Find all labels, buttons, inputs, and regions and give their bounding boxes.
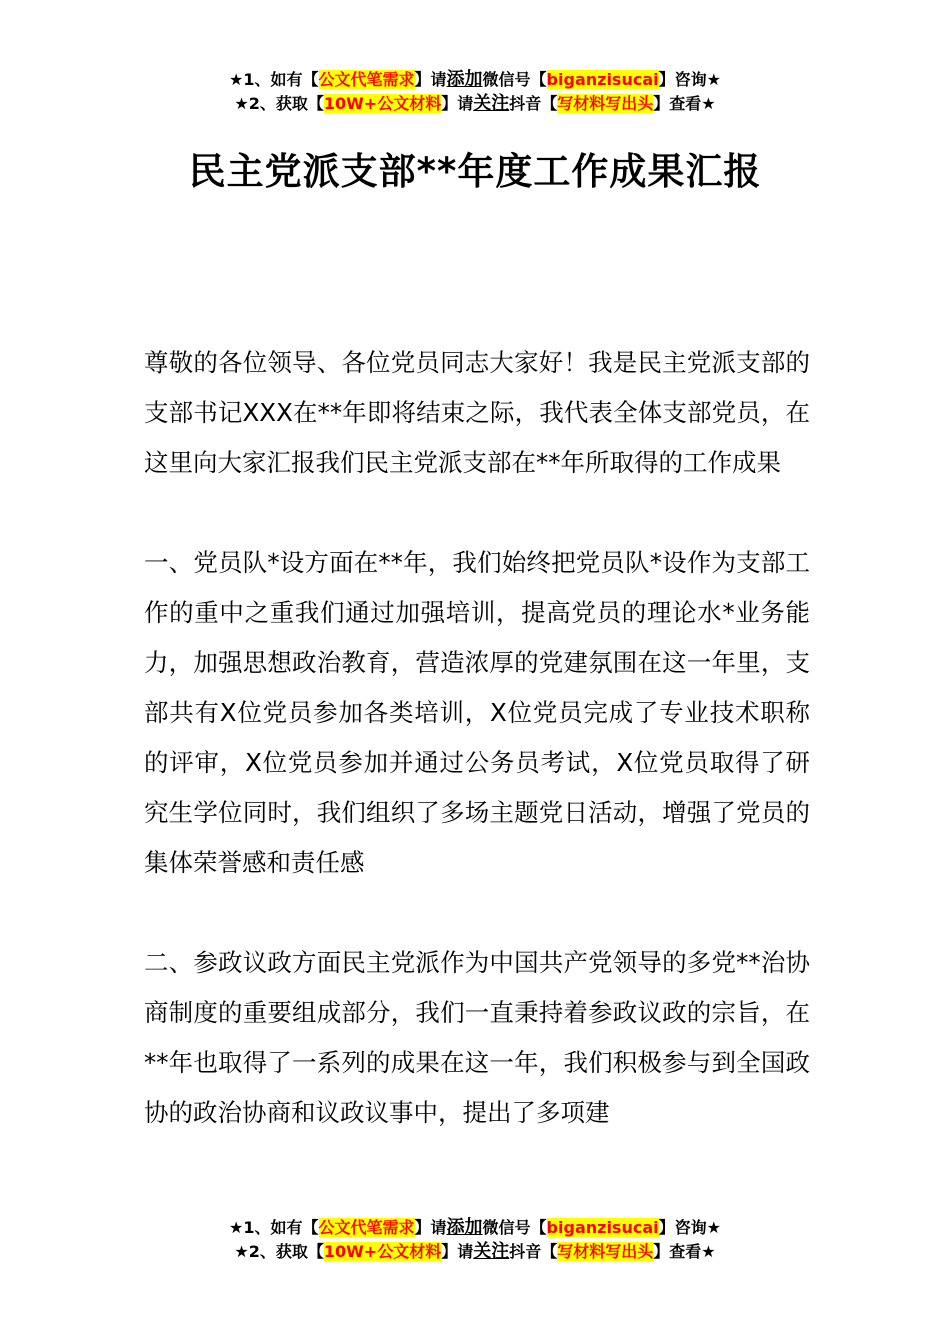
promo-text: 】咨询★ [658, 1218, 721, 1237]
promo-text: 】请 [441, 1242, 474, 1261]
promo-emphasis: 添加 [446, 69, 483, 90]
promo-text: 抖音【 [509, 94, 558, 113]
promo-line-2 [0, 92, 950, 116]
promo-text: 微信号【 [482, 70, 547, 89]
promo-line-2 [0, 1240, 950, 1264]
promo-line-1 [0, 68, 950, 92]
promo-text: 】请 [414, 70, 447, 89]
top-promo-banner [0, 68, 950, 116]
promo-text: 】咨询★ [658, 70, 721, 89]
promo-emphasis: 添加 [446, 1217, 483, 1238]
promo-line-1 [0, 1216, 950, 1240]
bottom-promo-banner [0, 1216, 950, 1264]
promo-highlight: 写材料写出头 [557, 1242, 654, 1261]
promo-emphasis: 关注 [473, 93, 510, 114]
promo-highlight: 公文代笔需求 [318, 1218, 415, 1237]
promo-text: 微信号【 [482, 1218, 547, 1237]
paragraph: 二、参政议政方面民主党派作为中国共产党领导的多党**治协商制度的重要组成部分，我们一直秉持着参政议政的宗旨，在**年也取得了一系列的成果在这一年，我们积极参与到全国政协的政治协商和议政议事中，提出了多项建 [144, 948, 810, 1127]
promo-text: ★1、如有【 [229, 1218, 319, 1237]
document-title: 民主党派支部**年度工作成果汇报 [188, 150, 762, 193]
promo-highlight: biganzisucai [546, 70, 659, 89]
promo-text: ★2、获取【 [234, 94, 324, 113]
paragraph: 一、党员队*设方面在**年，我们始终把党员队*设作为支部工作的重中之重我们通过加强培训，提高党员的理论水*业务能力，加强思想政治教育，营造浓厚的党建氛围在这一年里，支部共有X位党员参加各类培训，X位党员完成了专业技术职称的评审，X位党员参加并通过公务员考试，X位党员取得了研究生学位同时，我们组织了多场主题党日活动，增强了党员的集体荣誉感和责任感 [144, 548, 810, 877]
promo-text: 】查看★ [653, 94, 716, 113]
promo-emphasis: 关注 [473, 1241, 510, 1262]
promo-text: 】请 [414, 1218, 447, 1237]
promo-text: ★1、如有【 [229, 70, 319, 89]
promo-text: ★2、获取【 [234, 1242, 324, 1261]
promo-highlight: 公文代笔需求 [318, 70, 415, 89]
document-body [144, 338, 810, 1188]
promo-highlight: 10W+公文材料 [323, 1242, 442, 1261]
promo-highlight: biganzisucai [546, 1218, 659, 1237]
promo-highlight: 10W+公文材料 [323, 94, 442, 113]
paragraph: 尊敬的各位领导、各位党员同志大家好！我是民主党派支部的支部书记XXX在**年即将结束之际，我代表全体支部党员，在这里向大家汇报我们民主党派支部在**年所取得的工作成果 [144, 348, 810, 477]
promo-text: 】请 [441, 94, 474, 113]
promo-text: 抖音【 [509, 1242, 558, 1261]
promo-highlight: 写材料写出头 [557, 94, 654, 113]
promo-text: 】查看★ [653, 1242, 716, 1261]
